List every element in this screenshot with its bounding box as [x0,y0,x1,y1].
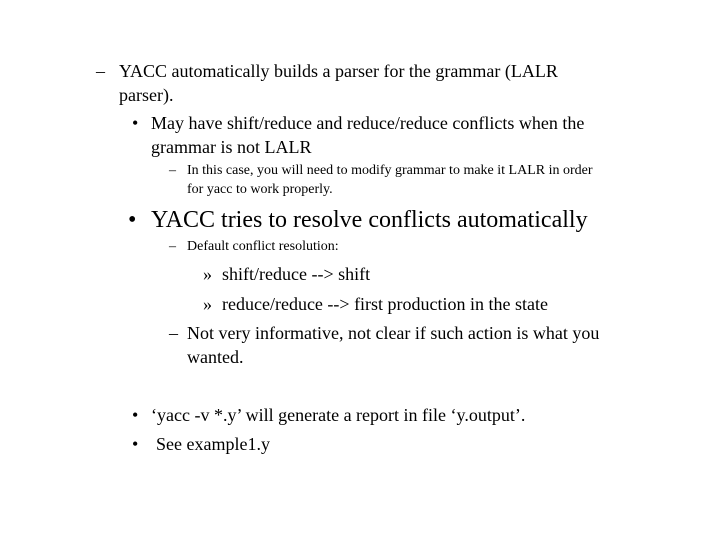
item-text-line: for yacc to work properly. [187,182,333,197]
item-text-line: YACC automatically builds a parser for the grammar (LALR [119,61,558,81]
item-text-line: reduce/reduce --> first production in the state [222,294,549,314]
item-text-line: wanted. [187,347,244,367]
round-bullet: • [132,113,139,133]
item-text-line: YACC tries to resolve conflicts automatically [151,207,588,233]
dash-bullet: – [96,61,105,81]
item-text-line: parser). [119,85,174,105]
round-bullet: • [128,207,137,233]
item-text-line: grammar is not LALR [151,137,312,157]
item-text-line: May have shift/reduce and reduce/reduce conflicts when the [151,113,585,133]
item-text-line: Not very informative, not clear if such action is what you [187,323,600,343]
item-text-line: In this case, you will need to modify grammar to make it LALR in order [187,163,593,178]
dash-bullet: – [169,163,176,178]
item-text-line: See example1.y [156,434,270,454]
item-text-line: shift/reduce --> shift [222,264,371,284]
item-text-line: ‘yacc -v *.y’ will generate a report in file ‘y.output’. [151,405,526,425]
round-bullet: • [132,405,139,425]
dash-bullet: – [169,323,178,343]
chevron-bullet: » [203,294,212,314]
dash-bullet: – [169,239,176,254]
round-bullet: • [132,434,139,454]
chevron-bullet: » [203,264,212,284]
item-text-line: Default conflict resolution: [187,239,339,254]
